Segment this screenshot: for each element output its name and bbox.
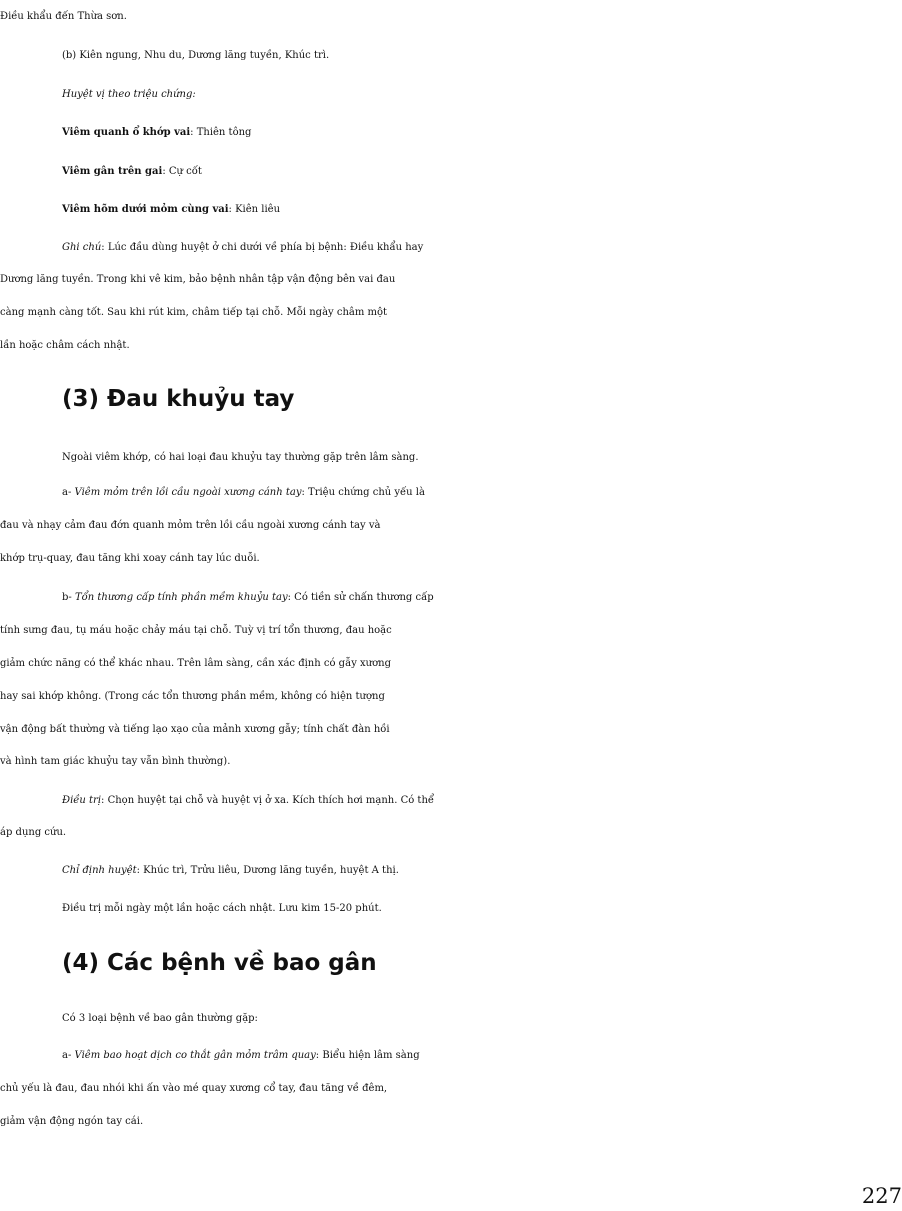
line-text: vận động bất thường và tiếng lạo xạo của mảnh xương gẫy; tính chất đàn hồi [0, 724, 390, 735]
line-text: : Biểu hiện lâm sàng [315, 1050, 420, 1061]
line-text: (b) Kiên ngung, Nhu du, Dương lăng tuyền, Khúc trì. [62, 50, 330, 61]
line-text: Ngoài viêm khớp, có hai loại đau khuỷu tay thường gặp trên lâm sàng. [62, 452, 419, 463]
line-text: b- [62, 592, 75, 603]
text-line [0, 617, 902, 645]
text-line [0, 1075, 902, 1103]
line-text: : Lúc đầu dùng huyệt ở chi dưới về phía bị bệnh: Điều khẩu hay [101, 242, 424, 253]
line-text: khớp trụ-quay, đau tăng khi xoay cánh tay lúc duỗi. [0, 553, 260, 564]
text-line [62, 444, 902, 472]
line-text: Điều trị mỗi ngày một lần hoặc cách nhật. Lưu kim 15-20 phút. [62, 903, 382, 914]
line-text: chủ yếu là đau, đau nhói khi ấn vào mé quay xương cổ tay, đau tăng về đêm, [0, 1083, 388, 1094]
line-text: Có 3 loại bệnh về bao gân thường gặp: [62, 1013, 258, 1024]
text-line [62, 42, 902, 70]
section-heading: (4) Các bệnh về bao gân [62, 950, 377, 976]
line-text: : Khúc trì, Trửu liêu, Dương lăng tuyền, huyệt A thị. [136, 865, 399, 876]
line-text: : Cự cốt [162, 166, 202, 177]
text-line [62, 479, 902, 507]
text-line [62, 119, 902, 147]
line-text: Điều khẩu đến Thừa sơn. [0, 11, 127, 22]
line-text: hay sai khớp không. (Trong các tổn thương phần mềm, không có hiện tượng [0, 691, 385, 702]
bold-term: Viêm gân trên gai [62, 166, 163, 177]
text-line [0, 332, 902, 360]
text-line [0, 716, 902, 744]
text-line [62, 857, 902, 885]
text-line [0, 3, 902, 31]
line-text: : Kiên liêu [228, 204, 281, 215]
line-text: tính sưng đau, tụ máu hoặc chảy máu tại chỗ. Tuỳ vị trí tổn thương, đau hoặc [0, 625, 392, 636]
text-line [62, 895, 902, 923]
text-line [0, 748, 902, 776]
text-line [62, 158, 902, 186]
text-line [0, 650, 902, 678]
text-line [62, 1005, 902, 1033]
text-line [0, 545, 902, 573]
text-line [62, 1042, 902, 1070]
line-text: càng mạnh càng tốt. Sau khi rút kim, châm tiếp tại chỗ. Mỗi ngày châm một [0, 307, 388, 318]
text-line [0, 1108, 902, 1136]
text-line [62, 787, 902, 815]
line-text: và hình tam giác khuỷu tay vẫn bình thường). [0, 756, 231, 767]
section-heading: (3) Đau khuỷu tay [62, 386, 295, 412]
text-line [0, 299, 902, 327]
line-text: Dương lăng tuyền. Trong khi vê kim, bảo bệnh nhân tập vận động bên vai đau [0, 274, 396, 285]
line-text: a- [62, 1050, 75, 1061]
italic-term: Ghi chú [62, 242, 102, 253]
italic-term: Tổn thương cấp tính phần mềm khuỷu tay [74, 592, 288, 603]
text-line [0, 266, 902, 294]
line-text: : Có tiền sử chấn thương cấp [287, 592, 434, 603]
text-line [62, 234, 902, 262]
bold-term: Viêm hõm dưới mỏm cùng vai [62, 204, 229, 215]
text-line [0, 683, 902, 711]
italic-term: Chỉ định huyệt [62, 865, 137, 876]
line-text: : Triệu chứng chủ yếu là [301, 487, 425, 498]
line-text: lần hoặc châm cách nhật. [0, 340, 130, 351]
line-text: đau và nhạy cảm đau đớn quanh mỏm trên lồi cầu ngoài xương cánh tay và [0, 520, 381, 531]
line-text: a- [62, 487, 75, 498]
text-line [0, 512, 902, 540]
bold-term: Viêm quanh ổ khớp vai [62, 127, 191, 138]
line-text: : Chọn huyệt tại chỗ và huyệt vị ở xa. Kích thích hơi mạnh. Có thể [101, 795, 435, 806]
italic-term: Viêm mỏm trên lồi cầu ngoài xương cánh tay [74, 487, 302, 498]
text-line [62, 584, 902, 612]
subheading-italic [62, 81, 902, 109]
line-text: : Thiên tông [190, 127, 252, 138]
line-text: giảm chức năng có thể khác nhau. Trên lâm sàng, cần xác định có gẫy xương [0, 658, 391, 669]
page-number: 227 [861, 1184, 902, 1208]
italic-term: Điều trị [62, 795, 102, 806]
line-text: giảm vận động ngón tay cái. [0, 1116, 144, 1127]
line-text: áp dụng cứu. [0, 827, 67, 838]
text-line [62, 196, 902, 224]
italic-term: Viêm bao hoạt dịch co thắt gân mỏm trâm quay [74, 1050, 316, 1061]
text-line [0, 819, 902, 847]
line-text: Huyệt vị theo triệu chứng: [62, 89, 196, 100]
